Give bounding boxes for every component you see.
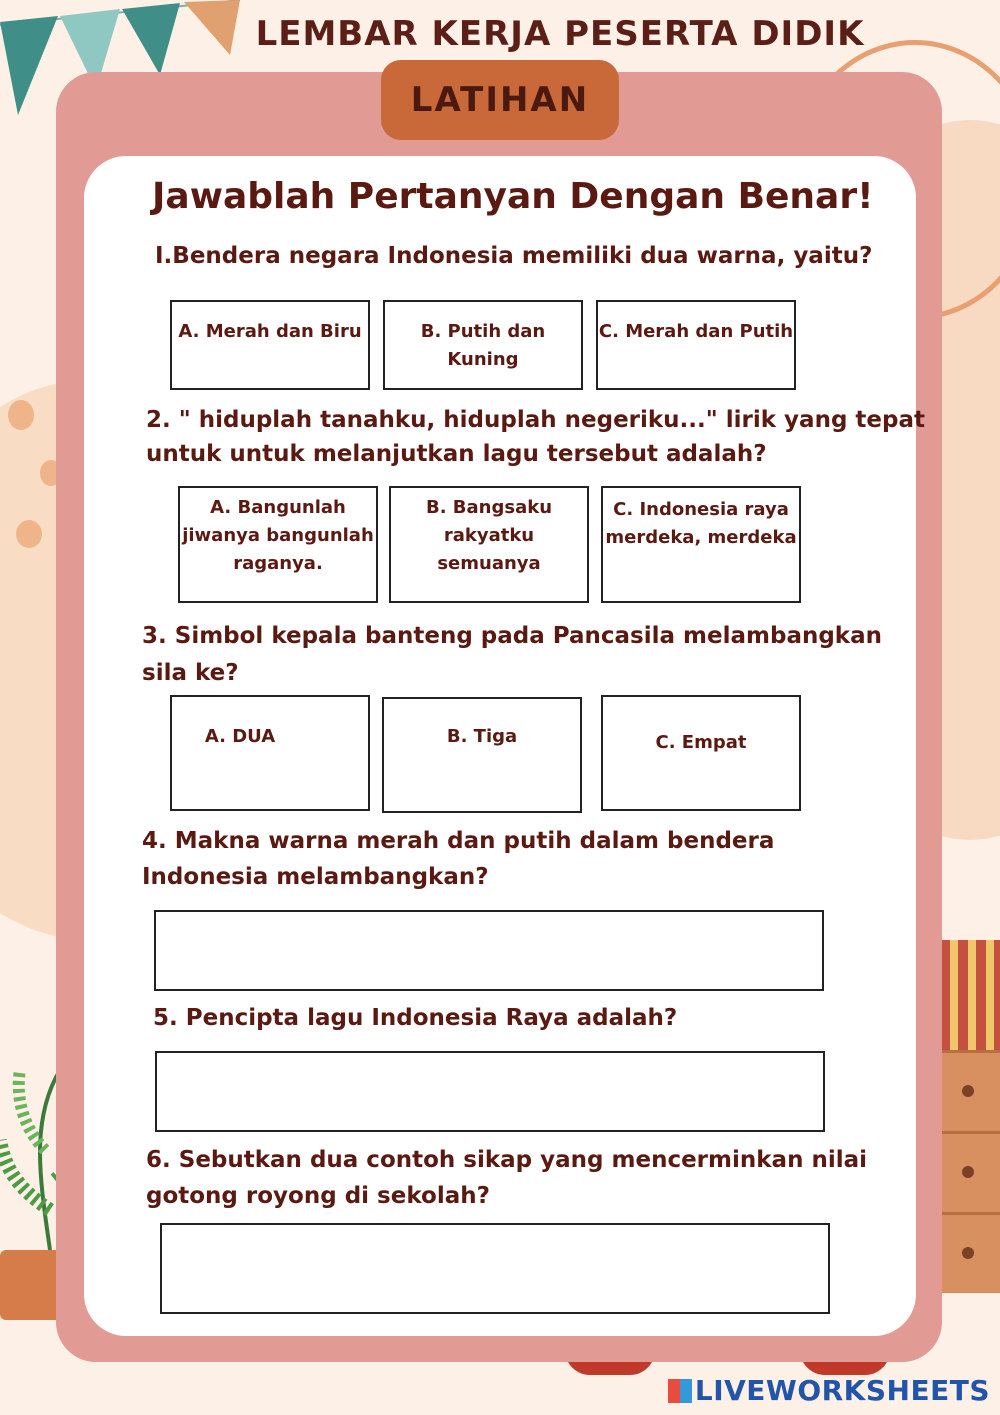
decor-dot xyxy=(8,400,34,430)
instruction-heading: Jawablah Pertanyan Dengan Benar! xyxy=(152,176,874,217)
q1-option-a[interactable]: A. Merah dan Biru xyxy=(170,300,370,390)
q2-option-a[interactable]: A. Bangunlah jiwanya bangunlah raganya. xyxy=(178,486,378,603)
question-1: I.Bendera negara Indonesia memiliki dua warna, yaitu? xyxy=(155,243,873,269)
q3-option-c[interactable]: C. Empat xyxy=(601,695,801,811)
answer-field-4[interactable] xyxy=(154,910,824,991)
section-tab: LATIHAN xyxy=(381,60,619,140)
q1-option-b[interactable]: B. Putih dan Kuning xyxy=(383,300,583,390)
q3-option-a[interactable]: A. DUA xyxy=(170,695,370,811)
shelf-decoration xyxy=(940,940,1000,1300)
q1-option-c[interactable]: C. Merah dan Putih xyxy=(596,300,796,390)
question-6-line1: 6. Sebutkan dua contoh sikap yang mencerminkan nilai xyxy=(146,1147,867,1173)
question-2-line1: 2. " hiduplah tanahku, hiduplah negeriku..." lirik yang tepat xyxy=(146,407,925,433)
question-5: 5. Pencipta lagu Indonesia Raya adalah? xyxy=(153,1005,678,1031)
q2-option-c[interactable]: C. Indonesia raya merdeka, merdeka xyxy=(601,486,801,603)
logo-text: LIVEWORKSHEETS xyxy=(694,1374,990,1407)
question-3-line2: sila ke? xyxy=(142,660,239,686)
question-2-line2: untuk untuk melanjutkan lagu tersebut adalah? xyxy=(146,441,767,467)
decor-dot xyxy=(16,520,42,548)
liveworksheets-icon xyxy=(668,1379,692,1403)
liveworksheets-logo[interactable] xyxy=(668,1374,990,1407)
question-4-line2: Indonesia melambangkan? xyxy=(142,864,489,890)
q2-option-b[interactable]: B. Bangsaku rakyatku semuanya xyxy=(389,486,589,603)
q3-option-b[interactable]: B. Tiga xyxy=(382,697,582,813)
question-4-line1: 4. Makna warna merah dan putih dalam bendera xyxy=(142,828,775,854)
question-6-line2: gotong royong di sekolah? xyxy=(146,1183,490,1209)
answer-field-5[interactable] xyxy=(155,1051,825,1132)
question-3-line1: 3. Simbol kepala banteng pada Pancasila melambangkan xyxy=(142,623,882,649)
answer-field-6[interactable] xyxy=(160,1223,830,1314)
page-title: LEMBAR KERJA PESERTA DIDIK xyxy=(255,14,865,54)
